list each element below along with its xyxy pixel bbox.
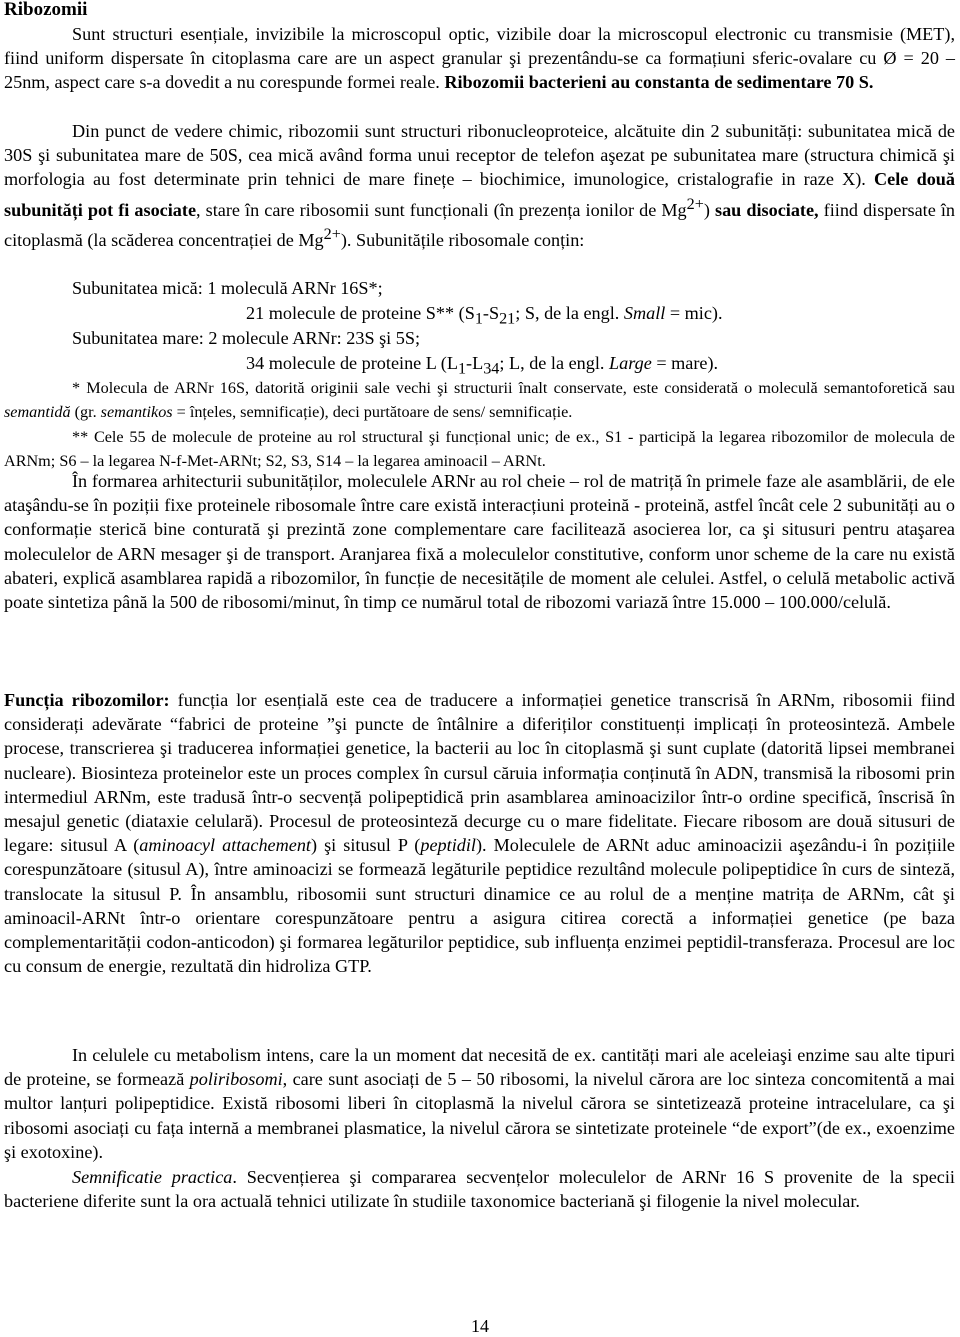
- practical-label: Semnificatie practica: [72, 1167, 233, 1187]
- page-number: 14: [471, 1316, 489, 1336]
- section-title: Ribozomii: [4, 0, 88, 20]
- function-paragraph: Funcția ribozomilor: funcția lor esențială este cea de traducere a informației genetice transcrisă în ARNm, ribosomii fiind considerați adevărate “fabrici de proteine ”şi puncte de întâlnire a diferiților constituenți implicați în proteosinteză. Ambele procese, transcrierea şi traducerea informației genetice, la bacterii au loc în citoplasmă şi sunt cuplate (datorită lipsei membranei nucleare). Biosinteza proteinelor este un proces complex în cursul căruia informația conținută în ADN, transmisă la ribosomi prin intermediul ARNm, este tradusă într-o secvență polipeptidică prin asamblarea aminoacizilor într-o ordine specifică, înscrisă în mesajul genetic (diataxie celulară). Procesul de proteosinteză decurge cu o mare fidelitate. Fiecare ribosom are două situsuri de legare: situsul A (aminoacyl attachement) şi situsul P (peptidil). Moleculele de ARNt aduc aminoacizii aşezându-i în pozițiile corespunzătoare (situsul A), între aminoacizi se formează legăturile peptidice rezultând molecule polipeptidice în curs de sinteză, translocate la situsul P. În ansamblu, ribosomii sunt structuri dinamice ce au rolul de a menține matrița de ARNm, cât şi aminoacil-ARNt într-o orientare corespunzătoare pentru a asigura citirea corectă a informației genetice (pe baza complementarității codon-anticodon) şi formarea legăturilor peptidice, sub influența enzimei peptidil-transferaza. Procesul are loc cu consum de energie, rezultată din hidroliza GTP.: [4, 690, 956, 977]
- sedimentation-statement: Ribozomii bacterieni au constanta de sedimentare 70 S.: [444, 72, 874, 93]
- small-subunit-line2: 21 molecule de proteine S** ($S_1-S_{21}$; S, de la engl. Small = mic).: [246, 303, 723, 328]
- small-subunit-line1: Subunitatea mică: 1 moleculă ARNr 16S*;: [72, 278, 383, 298]
- polyribosomes-paragraph: In celulele cu metabolism intens, care la un moment dat necesită de ex. cantități mari ale aceleiaşi enzime sau alte tipuri de proteine, se formează poliribosomi, care sunt asociați de 5 – 50 ribosomi, la nivelul cărora are loc sinteza concomitentă a mai multor lanțuri polipeptidice. Există ribosomi liberi în citoplasmă la nivelul cărora se sintetizează proteine intracelulare, ca şi ribosomi asociați cu fața internă a membranei plasmatice, la nivelul cărora se sintetizate proteinele “de export”(de ex., exoenzime şi exotoxine).: [4, 1045, 955, 1162]
- intro-paragraph: Sunt structuri esențiale, invizibile la microscopul optic, vizibile doar la microscopul electronic cu transmisie (MET), fiind uniform dispersate în citoplasma care are un aspect granular şi prezentându-se ca formațiuni sferic-ovalare cu Ø = 20 – 25nm, aspect care s-a dovedit a nu corespunde formei reale. Ribozomii bacterieni au constanta de sedimentare 70 S.: [4, 24, 955, 93]
- architecture-paragraph: În formarea arhitecturii subunităților, moleculele ARNr au rol cheie – rol de matriță în primele faze ale asamblării, de ele ataşându-se în poziții fixe proteinele ribosomale între care există interacțiuni proteină - proteină, astfel încât cele 2 subunități au o conformație sterică bine conturată şi prezintă zone complementare care facilitează asocierea lor, ca şi situsuri pentru ataşarea moleculelor de ARN mesager şi de transport. Aranjarea fixă a moleculelor constitutive, conform unor scheme de la care nu există abateri, explică asamblarea rapidă a ribozomilor, în funcție de necesitățile de moment ale celulei. Astfel, o celulă metabolic activă poate sintetiza până la 500 de ribosomi/minut, în timp ce numărul total de ribozomi variază între 15.000 – 100.000/celulă.: [4, 471, 955, 613]
- large-subunit-line1: Subunitatea mare: 2 molecule ARNr: 23S şi 5S;: [72, 328, 421, 348]
- footnote-proteins: ** Cele 55 de molecule de proteine au rol structural şi funcțional unic; de ex., S1 - participă la legarea ribozomilor de molecula de ARNm; S6 – la legarea N-f-Met-ARNt; S2, S3, S14 – la legarea aminoacil – ARNt.: [4, 428, 955, 470]
- large-subunit-line2: 34 molecule de proteine L ($L_1-L_{34}$; L, de la engl. Large = mare).: [246, 353, 719, 378]
- function-heading: Funcția ribozomilor:: [4, 690, 170, 710]
- practical-paragraph: Semnificatie practica. Secvențierea şi compararea secvențelor moleculelor de ARNr 16 S provenite de la specii bacteriene diferite sunt la ora actuală tehnici utilizate în studiile taxonomice bacteriană şi filogenie la nivel molecular.: [4, 1167, 955, 1212]
- chemistry-paragraph: Din punct de vedere chimic, ribozomii sunt structuri ribonucleoproteice, alcătuite din 2 subunități: subunitatea mică de 30S şi subunitatea mare de 50S, cea mică având forma unui receptor de telefon aşezat pe subunitatea mare (structura chimică şi morfologia au fost determinate prin tehnici de mare finețe – biochimice, imunologice, cristalografie in raze X). Cele două subunități pot fi asociate, stare în care ribosomii sunt funcționali (în prezența ionilor de $Mg^{2+}$) sau disociate, fiind dispersate în citoplasmă (la scăderea concentrației de $Mg^{2+}$). Subunitățile ribosomale conțin:: [4, 121, 956, 250]
- footnote-16s: * Molecula de ARNr 16S, datorită originii sale vechi şi structurii înalt conservate, este considerată o moleculă semantoforetică sau semantidă (gr. semantikos = înțeles, semnificație), deci purtătoare de sens/ semnificație.: [4, 379, 955, 421]
